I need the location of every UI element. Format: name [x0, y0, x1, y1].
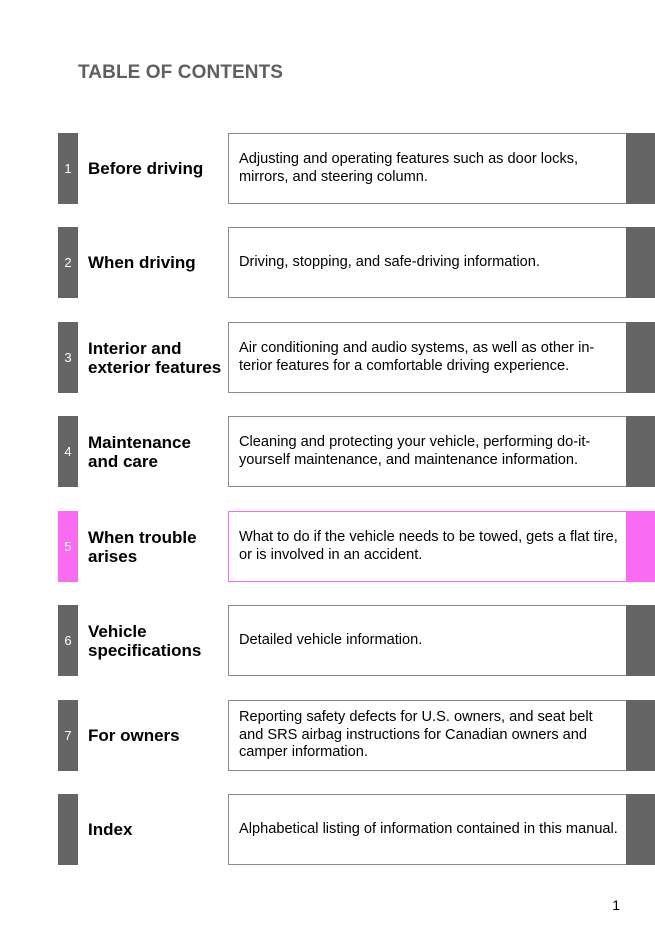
section-number-tab: 1 — [58, 133, 78, 204]
section-description: What to do if the vehicle needs to be towed, gets a flat tire, or is involved in an accident. — [228, 511, 626, 582]
section-end-tab — [626, 700, 655, 771]
section-title[interactable]: Vehicle specifications — [88, 621, 202, 660]
section-description: Alphabetical listing of information contained in this manual. — [228, 794, 626, 865]
section-end-tab — [626, 416, 655, 487]
page-title: TABLE OF CONTENTS — [78, 62, 284, 83]
toc-row-for-owners[interactable] — [0, 700, 655, 771]
toc-row-before-driving[interactable] — [0, 133, 655, 204]
section-title[interactable]: When driving — [88, 253, 196, 272]
toc-row-interior-exterior[interactable] — [0, 322, 655, 393]
section-end-tab — [626, 511, 655, 582]
page-number: 1 — [612, 897, 620, 913]
section-number-tab — [58, 794, 78, 865]
section-description: Air conditioning and audio systems, as well as other in-terior features for a comfortable driving experience. — [228, 322, 626, 393]
section-number-tab: 2 — [58, 227, 78, 298]
section-number-tab: 4 — [58, 416, 78, 487]
section-title[interactable]: Maintenance and care — [88, 432, 191, 471]
section-number-tab: 6 — [58, 605, 78, 676]
toc-row-vehicle-specifications[interactable] — [0, 605, 655, 676]
toc-row-index[interactable] — [0, 794, 655, 865]
section-number-tab: 7 — [58, 700, 78, 771]
section-number-tab: 3 — [58, 322, 78, 393]
section-title[interactable]: Interior and exterior features — [88, 338, 222, 377]
section-description: Detailed vehicle information. — [228, 605, 626, 676]
section-end-tab — [626, 322, 655, 393]
section-description: Adjusting and operating features such as door locks, mirrors, and steering column. — [228, 133, 626, 204]
section-end-tab — [626, 605, 655, 676]
section-end-tab — [626, 794, 655, 865]
toc-row-when-driving[interactable] — [0, 227, 655, 298]
section-title[interactable]: Index — [88, 820, 133, 839]
toc-row-when-trouble-arises[interactable] — [0, 511, 655, 582]
section-end-tab — [626, 133, 655, 204]
section-title[interactable]: When trouble arises — [88, 527, 197, 566]
toc-row-maintenance[interactable] — [0, 416, 655, 487]
section-description: Reporting safety defects for U.S. owners, and seat belt and SRS airbag instructions for Canadian owners and camper information. — [228, 700, 626, 771]
section-description: Driving, stopping, and safe-driving information. — [228, 227, 626, 298]
section-description: Cleaning and protecting your vehicle, performing do-it-yourself maintenance, and maintenance information. — [228, 416, 626, 487]
section-number-tab: 5 — [58, 511, 78, 582]
section-title[interactable]: For owners — [88, 726, 180, 745]
section-end-tab — [626, 227, 655, 298]
section-title[interactable]: Before driving — [88, 159, 204, 178]
